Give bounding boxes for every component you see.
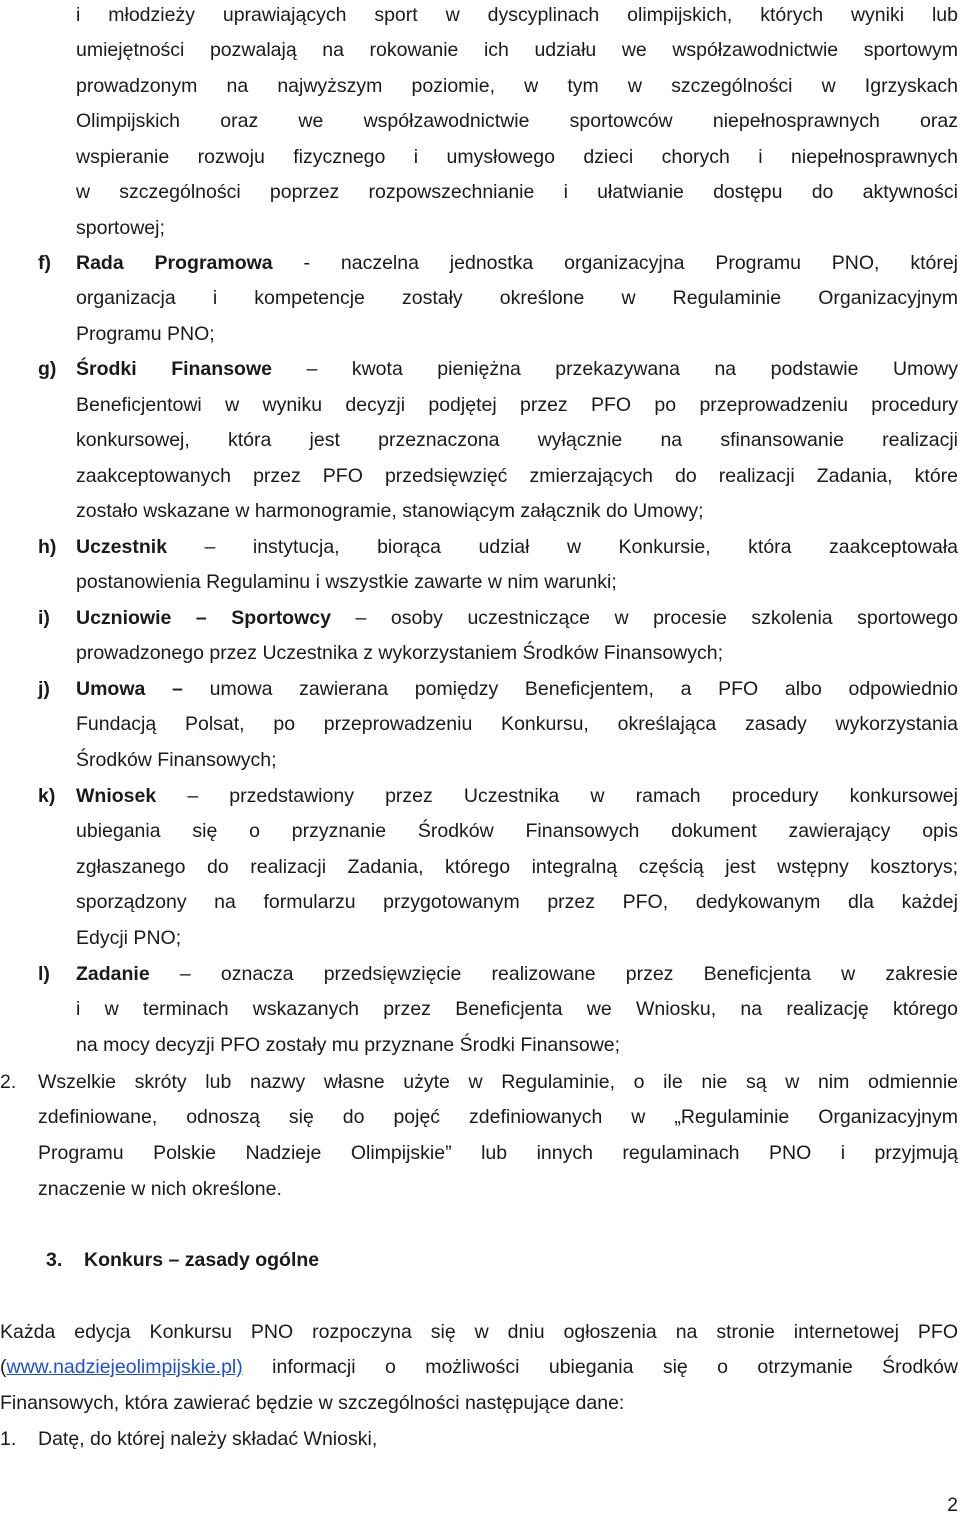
definition-text: – oznacza przedsięwzięcie realizowane przez Beneficjenta w zakresie (149, 963, 958, 985)
paragraph-line: prowadzonym na najwyższym poziomie, w tym w szczególności w Igrzyskach (76, 75, 958, 97)
definition-line: konkursowej, która jest przeznaczona wyłącznie na sfinansowanie realizacji (76, 429, 958, 451)
definition-label: h) (38, 536, 57, 558)
definition-first-line (76, 959, 958, 989)
definition-line: ubiegania się o przyznanie Środków Finansowych dokument zawierający opis (76, 820, 958, 842)
definition-label: f) (38, 252, 51, 274)
definition-line: Edycji PNO; (76, 927, 182, 949)
definition-line: zaakceptowanych przez PFO przedsięwzięć zmierzających do realizacji Zadania, które (76, 465, 958, 487)
definition-line: sporządzony na formularzu przygotowanym przez PFO, dedykowanym dla każdej (76, 891, 958, 913)
definition-line: Środków Finansowych; (76, 749, 277, 771)
definition-term: Wniosek (76, 785, 157, 807)
definition-term: Uczniowie – Sportowcy (76, 607, 331, 629)
definition-label: j) (38, 678, 50, 700)
definition-label: i) (38, 607, 50, 629)
definition-line: na mocy decyzji PFO zostały mu przyznane Środki Finansowe; (76, 1034, 621, 1056)
paragraph-line: w szczególności poprzez rozpowszechnianie i ułatwianie dostępu do aktywności (76, 181, 958, 203)
definition-label: k) (38, 785, 56, 807)
list-text: Datę, do której należy składać Wnioski, (38, 1428, 378, 1450)
definition-term: Uczestnik (76, 536, 168, 558)
definition-line: organizacja i kompetencje zostały określone w Regulaminie Organizacyjnym (76, 287, 958, 309)
definition-text: umowa zawierana pomiędzy Beneficjentem, a PFO albo odpowiednio (182, 678, 959, 700)
definition-text: – przedstawiony przez Uczestnika w ramach procedury konkursowej (156, 785, 958, 807)
intro-line (0, 1352, 958, 1382)
definition-line: Programu PNO; (76, 323, 215, 345)
definition-label: l) (38, 963, 50, 985)
list-number: 1. (0, 1428, 17, 1450)
paragraph-line: sportowej; (76, 217, 165, 239)
definition-term: Rada Programowa (76, 252, 273, 274)
definition-term: Zadanie (76, 963, 150, 985)
definition-first-line (76, 354, 958, 384)
definition-text: – kwota pieniężna przekazywana na podstawie Umowy (271, 358, 958, 380)
definition-first-line (76, 532, 958, 562)
paren-open: ( (0, 1356, 7, 1378)
definition-line: Fundacją Polsat, po przeprowadzeniu Konkursu, określająca zasady wykorzystania (76, 713, 958, 735)
intro-line: Każda edycja Konkursu PNO rozpoczyna się w dniu ogłoszenia na stronie internetowej PFO (0, 1321, 958, 1343)
paragraph-line: i młodzieży uprawiających sport w dyscyplinach olimpijskich, których wyniki lub (76, 4, 958, 26)
definition-line: Beneficjentowi w wyniku decyzji podjętej przez PFO po przeprowadzeniu procedury (76, 394, 958, 416)
point-line: Programu Polskie Nadzieje Olimpijskie” lub innych regulaminach PNO i przyjmują (38, 1142, 958, 1164)
definition-term: Środki Finansowe (76, 358, 272, 380)
intro-line: Finansowych, która zawierać będzie w szczególności następujące dane: (0, 1392, 625, 1414)
definition-first-line (76, 674, 958, 704)
section-number: 3. (46, 1249, 63, 1271)
definition-first-line (76, 781, 958, 811)
intro-text: informacji o możliwości ubiegania się o otrzymanie Środków (242, 1356, 958, 1378)
definition-text: – osoby uczestniczące w procesie szkolenia sportowego (330, 607, 958, 629)
definition-term: Umowa – (76, 678, 183, 700)
paragraph-line: umiejętności pozwalają na rokowanie ich udziału we współzawodnictwie sportowym (76, 39, 958, 61)
definition-line: i w terminach wskazanych przez Beneficjenta we Wniosku, na realizację którego (76, 998, 958, 1020)
definition-text: - naczelna jednostka organizacyjna Programu PNO, której (272, 252, 959, 274)
definition-first-line (76, 248, 958, 278)
point-line: znaczenie w nich określone. (38, 1178, 282, 1200)
website-link[interactable]: www.nadziejeolimpijskie.pl) (6, 1356, 243, 1378)
point-line: Wszelkie skróty lub nazwy własne użyte w Regulaminie, o ile nie są w nim odmiennie (38, 1071, 958, 1093)
paragraph-line: wspieranie rozwoju fizycznego i umysłowego dzieci chorych i niepełnosprawnych (76, 146, 958, 168)
page-number: 2 (947, 1494, 958, 1516)
definition-label: g) (38, 358, 57, 380)
definition-line: prowadzonego przez Uczestnika z wykorzystaniem Środków Finansowych; (76, 642, 724, 664)
definition-text: – instytucja, biorąca udział w Konkursie, która zaakceptowała (167, 536, 958, 558)
point-line: zdefiniowane, odnoszą się do pojęć zdefiniowanych w „Regulaminie Organizacyjnym (38, 1106, 958, 1128)
paragraph-line: Olimpijskich oraz we współzawodnictwie sportowców niepełnosprawnych oraz (76, 110, 958, 132)
point-number: 2. (0, 1071, 17, 1093)
definition-first-line (76, 603, 958, 633)
section-title: Konkurs – zasady ogólne (84, 1249, 320, 1271)
definition-line: zostało wskazane w harmonogramie, stanowiącym załącznik do Umowy; (76, 500, 704, 522)
definition-line: zgłaszanego do realizacji Zadania, którego integralną częścią jest wstępny kosztorys; (76, 856, 958, 878)
definition-line: postanowienia Regulaminu i wszystkie zawarte w nim warunki; (76, 571, 617, 593)
